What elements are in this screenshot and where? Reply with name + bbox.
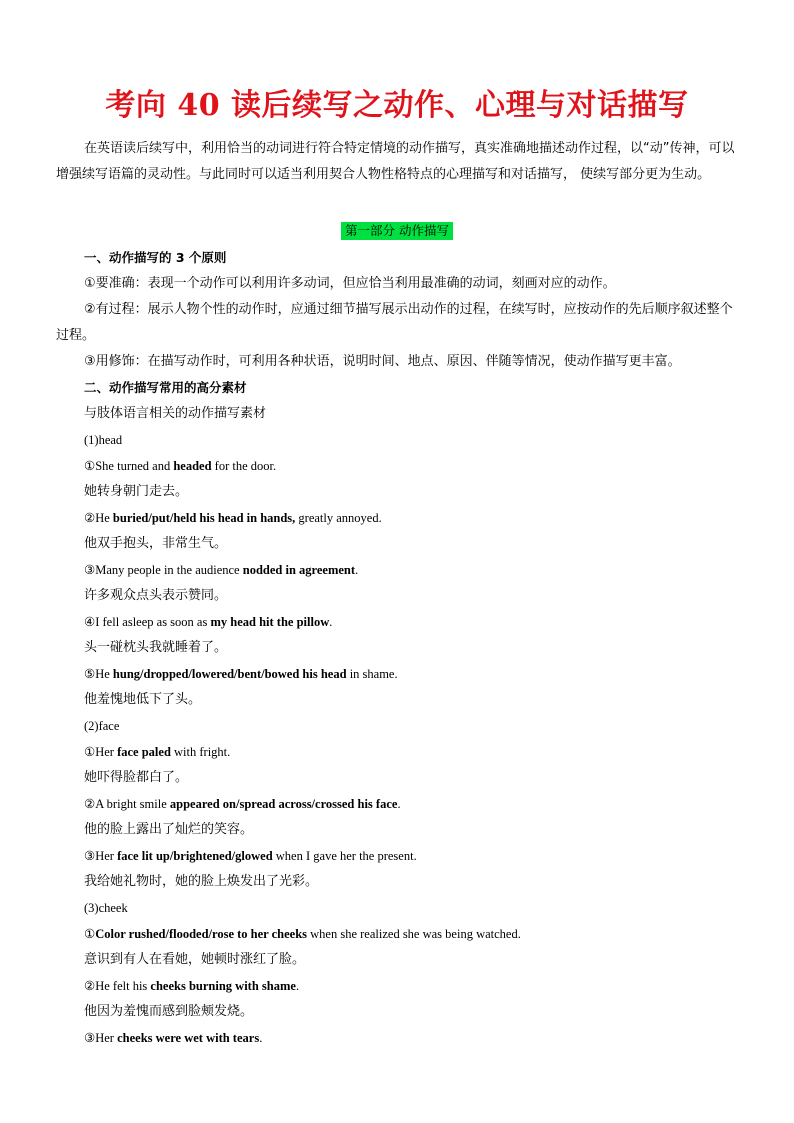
example-text: when I gave her the present. [272, 849, 417, 863]
example-english [56, 843, 740, 869]
section-label-text: 第一部分 动作描写 [341, 222, 453, 240]
example-number: ① [84, 927, 96, 941]
intro-paragraph: 在英语读后续写中，利用恰当的动词进行符合特定情境的动作描写，真实准确地描述动作过程，以“动”传神，可以增强续写语篇的灵动性。与此同时可以适当利用契合人物性格特点的心理描写和对话描写， 使续写部分更为生动。 [56, 141, 735, 182]
example-text: I fell asleep as soon as [95, 615, 211, 629]
example-highlight: headed [173, 459, 212, 473]
example-number: ② [84, 511, 96, 525]
body-content [56, 245, 740, 1051]
example-chinese: 他的脸上露出了灿烂的笑容。 [84, 822, 254, 837]
example-number: ③ [84, 563, 96, 577]
example-chinese: 我给她礼物时，她的脸上焕发出了光彩。 [84, 874, 319, 889]
example-english [56, 661, 740, 687]
example-number: ② [84, 797, 96, 811]
example-text: . [355, 563, 359, 577]
heading-principles: 一、动作描写的 3 个原则 [84, 250, 227, 265]
example-english [56, 791, 740, 817]
example-chinese: 她吓得脸都白了。 [84, 770, 189, 785]
example-english [56, 505, 740, 531]
example-highlight: hung/dropped/lowered/bent/bowed his head [112, 667, 347, 681]
example-text: Her [95, 1031, 118, 1045]
example-chinese: 许多观众点头表示赞同。 [84, 588, 228, 603]
example-highlight: face paled [117, 745, 171, 759]
example-number: ④ [84, 615, 96, 629]
group-label: (3)cheek [84, 901, 128, 915]
example-text: for the door. [211, 459, 277, 473]
example-highlight: appeared on/spread across/crossed his face [169, 797, 398, 811]
example-text: . [329, 615, 333, 629]
example-english [56, 557, 740, 583]
example-english [56, 453, 740, 479]
example-text: He [95, 667, 113, 681]
example-text: when she realized she was being watched. [307, 927, 521, 941]
example-text: She turned and [95, 459, 174, 473]
material-groups [56, 427, 740, 1051]
example-text: Her [95, 745, 118, 759]
example-chinese: 头一碰枕头我就睡着了。 [84, 640, 228, 655]
principle-2: ②有过程：展示人物个性的动作时，应通过细节描写展示出动作的过程，在续写时，应按动作的先后顺序叙述整个过程。 [56, 302, 733, 343]
example-text: He [95, 511, 113, 525]
example-number: ③ [84, 1031, 96, 1045]
example-text: . [259, 1031, 263, 1045]
example-english [56, 739, 740, 765]
example-text: Her [95, 849, 118, 863]
example-number: ② [84, 979, 96, 993]
example-highlight: face lit up/brightened/glowed [117, 849, 273, 863]
example-text: . [397, 797, 401, 811]
example-chinese: 他因为羞愧而感到脸颊发烧。 [84, 1004, 254, 1019]
example-number: ③ [84, 849, 96, 863]
principle-1: ①要准确：表现一个动作可以利用许多动词，但应恰当利用最准确的动词，刻画对应的动作。 [84, 276, 616, 291]
example-highlight: Color rushed/flooded/rose to her cheeks [95, 927, 308, 941]
page-title: 考向 40 读后续写之动作、心理与对话描写 [105, 88, 689, 123]
example-highlight: buried/put/held his head in hands, [112, 511, 296, 525]
section-label [0, 220, 794, 240]
example-chinese: 他双手抱头，非常生气。 [84, 536, 228, 551]
principle-3: ③用修饰：在描写动作时，可利用各种状语，说明时间、地点、原因、伴随等情况，使动作描写更丰富。 [84, 354, 681, 369]
example-highlight: cheeks were wet with tears [117, 1031, 260, 1045]
example-number: ① [84, 459, 96, 473]
example-chinese: 她转身朝门走去。 [84, 484, 189, 499]
example-highlight: cheeks burning with shame [150, 979, 296, 993]
example-chinese: 他羞愧地低下了头。 [84, 692, 202, 707]
example-text: . [295, 979, 300, 993]
group-label: (2)face [84, 719, 120, 733]
example-highlight: nodded in agreement [242, 563, 356, 577]
example-chinese: 意识到有人在看她，她顿时涨红了脸。 [84, 952, 306, 967]
example-number: ⑤ [84, 667, 96, 681]
example-english [56, 1025, 740, 1051]
example-number: ① [84, 745, 96, 759]
example-highlight: my head hit the pillow [210, 615, 330, 629]
example-text: with fright. [170, 745, 231, 759]
group-label: (1)head [84, 433, 123, 447]
example-text: Many people in the audience [95, 563, 243, 577]
subheading: 与肢体语言相关的动作描写素材 [84, 406, 267, 421]
example-english [56, 973, 740, 999]
example-text: greatly annoyed. [295, 511, 382, 525]
example-english [56, 609, 740, 635]
example-text: in shame. [346, 667, 398, 681]
example-text: He felt his [95, 979, 151, 993]
example-text: A bright smile [95, 797, 170, 811]
heading-materials: 二、动作描写常用的高分素材 [84, 380, 247, 395]
example-english [56, 921, 740, 947]
